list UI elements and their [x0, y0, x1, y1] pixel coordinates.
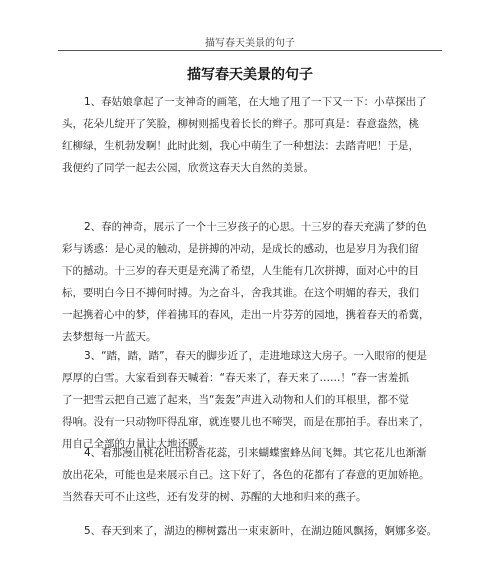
paragraph-1: [62, 91, 446, 179]
paragraph-line: 彩与诱惑：是心灵的触动，是拼搏的冲动，是成长的感动，也是岁月为我们留: [62, 243, 419, 255]
paragraph-line: 3、“踏，踏，踏”，春天的脚步近了，走进地球这大房子。一入眼帘的便是: [84, 350, 428, 362]
paragraph-line: 厚厚的白雪。大家看到春天喊着：“春天来了，春天来了……！”春一害羞抓: [62, 372, 409, 384]
paragraph-2: [62, 216, 446, 348]
paragraph-line: 红柳绿，生机勃发啊！此时此刻，我心中萌生了一种想法：去踏青吧！于是，: [62, 140, 419, 152]
paragraph-5: [62, 520, 446, 542]
paragraph-3: [62, 345, 446, 455]
running-header: 描写春天美景的句子: [205, 38, 295, 49]
paragraph-line: 去梦想每一片蓝天。: [62, 331, 157, 343]
paragraph-line: 用自己全部的力量让大地还暖。: [62, 438, 209, 450]
paragraph-4: [62, 442, 446, 508]
paragraph-line: 标，要明白今日不搏何时搏。为之奋斗，舍我其谁。在这个明媚的春天，我们: [62, 287, 419, 299]
paragraph-line: 我便约了同学一起去公园，欣赏这春天大自然的美景。: [62, 162, 314, 174]
header-divider: [58, 50, 442, 51]
paragraph-line: 5、春天到来了，湖边的柳树露出一束束新叶，在湖边随风飘扬，婀娜多姿。: [84, 525, 438, 537]
paragraph-line: 4、看那漫山桃花吐出粉香花蕊，引来蝴蝶蜜蜂丛间飞舞。其它花儿也渐渐: [84, 447, 427, 459]
paragraph-line: 2、春的神奇，展示了一个十三岁孩子的心思。十三岁的春天充满了梦的色: [84, 221, 427, 233]
paragraph-line: 当然春天可不止这些，还有发芽的树、苏醒的大地和归来的燕子。: [62, 491, 367, 503]
paragraph-line: 1、春姑娘拿起了一支神奇的画笔，在大地了甩了一下又一下：小草探出了: [84, 96, 427, 108]
paragraph-line: 得响。没有一只动物吓得乱窜，就连婴儿也不啼哭，而是在那拍手。春出来了，: [62, 416, 430, 428]
paragraph-line: 一起携着心中的梦，伴着拂耳的春风，走出一片芬芳的园地，携着春天的希冀，: [62, 309, 430, 321]
paragraph-line: 放出花朵，可能也是来展示自己。这下好了，各色的花都有了春意的更加娇艳。: [62, 469, 430, 481]
document-title: 描写春天美景的句子: [187, 67, 313, 83]
paragraph-line: 了一把雪云把自己遮了起来，当“轰轰”声进入动物和人们的耳根里，都不觉: [62, 394, 409, 406]
paragraph-line: 头，花朵儿绽开了笑脸，柳树则摇曳着长长的辫子。那可真是：春意盎然，桃: [62, 118, 419, 130]
paragraph-line: 下的撼动。十三岁的春天更是充满了希望，人生能有几次拼搏，面对心中的目: [62, 265, 419, 277]
